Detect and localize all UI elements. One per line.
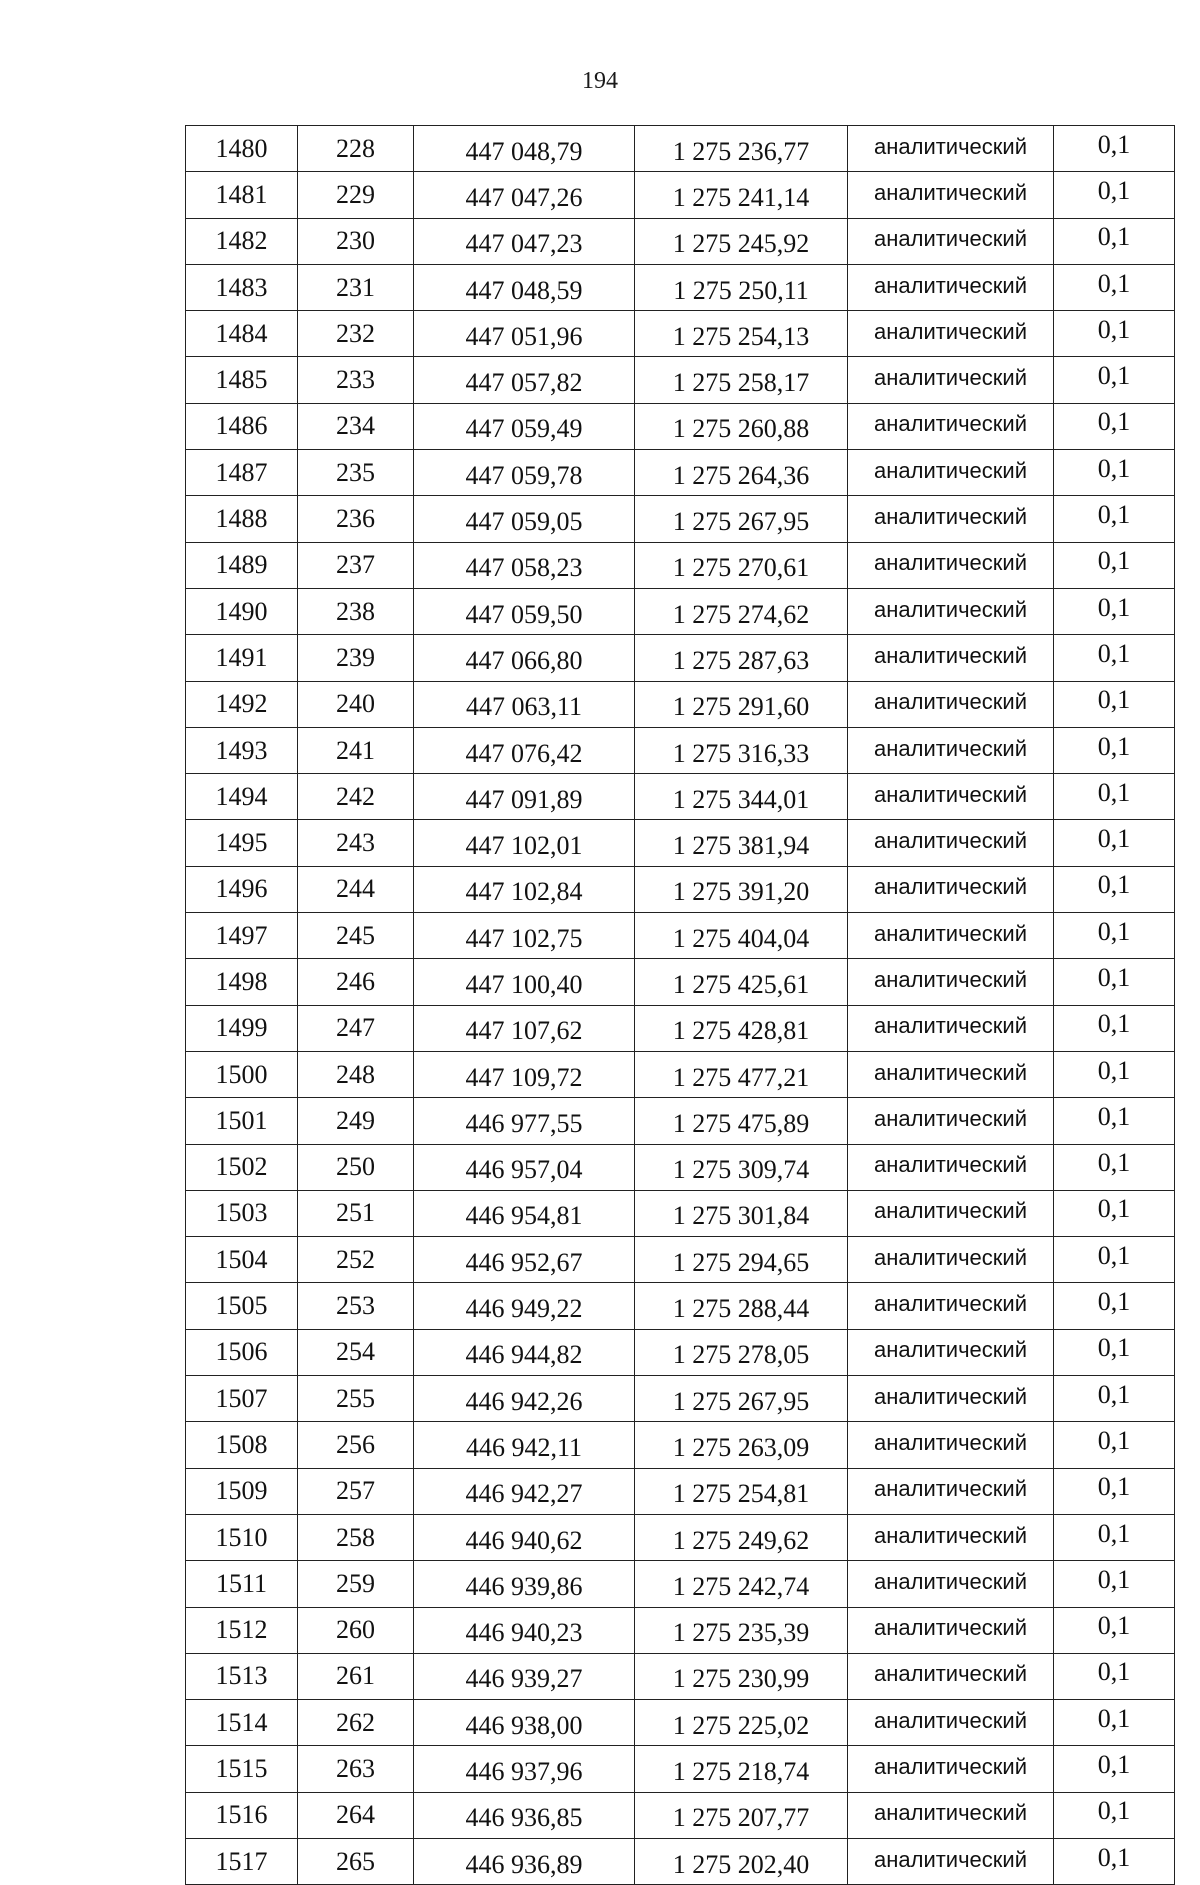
row-number-cell: 1488 — [186, 496, 298, 542]
y-coordinate-cell: 1 275 267,95 — [635, 496, 848, 542]
row-number-cell: 1507 — [186, 1376, 298, 1422]
x-coordinate-cell: 447 091,89 — [414, 774, 635, 820]
row-number-cell: 1501 — [186, 1098, 298, 1144]
y-coordinate-cell: 1 275 254,13 — [635, 311, 848, 357]
method-cell: аналитический — [848, 1607, 1054, 1653]
row-number-cell: 1483 — [186, 264, 298, 310]
y-coordinate-cell: 1 275 291,60 — [635, 681, 848, 727]
row-number-cell: 1515 — [186, 1746, 298, 1792]
y-coordinate-cell: 1 275 344,01 — [635, 774, 848, 820]
row-number-cell: 1512 — [186, 1607, 298, 1653]
y-coordinate-cell: 1 275 254,81 — [635, 1468, 848, 1514]
table-row — [186, 357, 1175, 403]
table-row — [186, 311, 1175, 357]
y-coordinate-cell: 1 275 207,77 — [635, 1792, 848, 1838]
y-coordinate-cell: 1 275 245,92 — [635, 218, 848, 264]
row-number-cell: 1498 — [186, 959, 298, 1005]
coordinates-table — [185, 125, 1175, 1885]
y-coordinate-cell: 1 275 381,94 — [635, 820, 848, 866]
row-number-cell: 1509 — [186, 1468, 298, 1514]
table-row — [186, 820, 1175, 866]
accuracy-cell: 0,1 — [1054, 1005, 1175, 1051]
method-cell: аналитический — [848, 1237, 1054, 1283]
point-number-cell: 231 — [298, 264, 414, 310]
x-coordinate-cell: 447 107,62 — [414, 1005, 635, 1051]
y-coordinate-cell: 1 275 260,88 — [635, 403, 848, 449]
y-coordinate-cell: 1 275 242,74 — [635, 1561, 848, 1607]
accuracy-cell: 0,1 — [1054, 774, 1175, 820]
accuracy-cell: 0,1 — [1054, 1190, 1175, 1236]
y-coordinate-cell: 1 275 235,39 — [635, 1607, 848, 1653]
row-number-cell: 1494 — [186, 774, 298, 820]
y-coordinate-cell: 1 275 309,74 — [635, 1144, 848, 1190]
x-coordinate-cell: 447 047,23 — [414, 218, 635, 264]
table-row — [186, 588, 1175, 634]
row-number-cell: 1481 — [186, 172, 298, 218]
point-number-cell: 260 — [298, 1607, 414, 1653]
accuracy-cell: 0,1 — [1054, 1329, 1175, 1375]
table-row — [186, 1561, 1175, 1607]
row-number-cell: 1495 — [186, 820, 298, 866]
point-number-cell: 244 — [298, 866, 414, 912]
accuracy-cell: 0,1 — [1054, 126, 1175, 172]
table-row — [186, 1144, 1175, 1190]
table-row — [186, 681, 1175, 727]
accuracy-cell: 0,1 — [1054, 1468, 1175, 1514]
accuracy-cell: 0,1 — [1054, 311, 1175, 357]
method-cell: аналитический — [848, 1283, 1054, 1329]
accuracy-cell: 0,1 — [1054, 1514, 1175, 1560]
x-coordinate-cell: 447 059,05 — [414, 496, 635, 542]
accuracy-cell: 0,1 — [1054, 1098, 1175, 1144]
y-coordinate-cell: 1 275 230,99 — [635, 1653, 848, 1699]
row-number-cell: 1499 — [186, 1005, 298, 1051]
table-row — [186, 1746, 1175, 1792]
method-cell: аналитический — [848, 1514, 1054, 1560]
point-number-cell: 239 — [298, 635, 414, 681]
method-cell: аналитический — [848, 1561, 1054, 1607]
point-number-cell: 237 — [298, 542, 414, 588]
table-row — [186, 1653, 1175, 1699]
x-coordinate-cell: 446 939,86 — [414, 1561, 635, 1607]
table-row — [186, 1607, 1175, 1653]
method-cell: аналитический — [848, 1005, 1054, 1051]
method-cell: аналитический — [848, 1376, 1054, 1422]
x-coordinate-cell: 446 957,04 — [414, 1144, 635, 1190]
method-cell: аналитический — [848, 1700, 1054, 1746]
point-number-cell: 249 — [298, 1098, 414, 1144]
x-coordinate-cell: 447 047,26 — [414, 172, 635, 218]
x-coordinate-cell: 447 066,80 — [414, 635, 635, 681]
point-number-cell: 240 — [298, 681, 414, 727]
point-number-cell: 243 — [298, 820, 414, 866]
x-coordinate-cell: 447 057,82 — [414, 357, 635, 403]
row-number-cell: 1504 — [186, 1237, 298, 1283]
method-cell: аналитический — [848, 357, 1054, 403]
point-number-cell: 228 — [298, 126, 414, 172]
table-row — [186, 403, 1175, 449]
point-number-cell: 232 — [298, 311, 414, 357]
method-cell: аналитический — [848, 681, 1054, 727]
row-number-cell: 1517 — [186, 1838, 298, 1884]
accuracy-cell: 0,1 — [1054, 1653, 1175, 1699]
y-coordinate-cell: 1 275 202,40 — [635, 1838, 848, 1884]
method-cell: аналитический — [848, 403, 1054, 449]
accuracy-cell: 0,1 — [1054, 1422, 1175, 1468]
x-coordinate-cell: 447 059,49 — [414, 403, 635, 449]
x-coordinate-cell: 446 949,22 — [414, 1283, 635, 1329]
row-number-cell: 1486 — [186, 403, 298, 449]
table-row — [186, 913, 1175, 959]
point-number-cell: 234 — [298, 403, 414, 449]
method-cell: аналитический — [848, 1653, 1054, 1699]
method-cell: аналитический — [848, 1329, 1054, 1375]
row-number-cell: 1480 — [186, 126, 298, 172]
table-row — [186, 959, 1175, 1005]
y-coordinate-cell: 1 275 218,74 — [635, 1746, 848, 1792]
accuracy-cell: 0,1 — [1054, 635, 1175, 681]
x-coordinate-cell: 447 102,75 — [414, 913, 635, 959]
x-coordinate-cell: 446 942,26 — [414, 1376, 635, 1422]
row-number-cell: 1487 — [186, 450, 298, 496]
point-number-cell: 259 — [298, 1561, 414, 1607]
method-cell: аналитический — [848, 774, 1054, 820]
table-row — [186, 1468, 1175, 1514]
method-cell: аналитический — [848, 496, 1054, 542]
method-cell: аналитический — [848, 1051, 1054, 1097]
table-row — [186, 635, 1175, 681]
table-row — [186, 1051, 1175, 1097]
table-row — [186, 1005, 1175, 1051]
point-number-cell: 264 — [298, 1792, 414, 1838]
table-row — [186, 264, 1175, 310]
table-row — [186, 126, 1175, 172]
row-number-cell: 1500 — [186, 1051, 298, 1097]
accuracy-cell: 0,1 — [1054, 913, 1175, 959]
y-coordinate-cell: 1 275 225,02 — [635, 1700, 848, 1746]
table-row — [186, 774, 1175, 820]
point-number-cell: 258 — [298, 1514, 414, 1560]
y-coordinate-cell: 1 275 236,77 — [635, 126, 848, 172]
method-cell: аналитический — [848, 1422, 1054, 1468]
row-number-cell: 1508 — [186, 1422, 298, 1468]
y-coordinate-cell: 1 275 270,61 — [635, 542, 848, 588]
table-row — [186, 1838, 1175, 1884]
accuracy-cell: 0,1 — [1054, 450, 1175, 496]
y-coordinate-cell: 1 275 294,65 — [635, 1237, 848, 1283]
method-cell: аналитический — [848, 588, 1054, 634]
point-number-cell: 261 — [298, 1653, 414, 1699]
row-number-cell: 1490 — [186, 588, 298, 634]
method-cell: аналитический — [848, 1838, 1054, 1884]
point-number-cell: 250 — [298, 1144, 414, 1190]
x-coordinate-cell: 447 059,50 — [414, 588, 635, 634]
point-number-cell: 255 — [298, 1376, 414, 1422]
x-coordinate-cell: 447 109,72 — [414, 1051, 635, 1097]
x-coordinate-cell: 446 938,00 — [414, 1700, 635, 1746]
coordinates-table-body — [186, 126, 1175, 1885]
row-number-cell: 1514 — [186, 1700, 298, 1746]
x-coordinate-cell: 446 954,81 — [414, 1190, 635, 1236]
point-number-cell: 245 — [298, 913, 414, 959]
y-coordinate-cell: 1 275 475,89 — [635, 1098, 848, 1144]
x-coordinate-cell: 447 076,42 — [414, 727, 635, 773]
table-row — [186, 496, 1175, 542]
accuracy-cell: 0,1 — [1054, 1561, 1175, 1607]
x-coordinate-cell: 446 936,89 — [414, 1838, 635, 1884]
method-cell: аналитический — [848, 450, 1054, 496]
y-coordinate-cell: 1 275 250,11 — [635, 264, 848, 310]
point-number-cell: 251 — [298, 1190, 414, 1236]
row-number-cell: 1506 — [186, 1329, 298, 1375]
x-coordinate-cell: 447 058,23 — [414, 542, 635, 588]
x-coordinate-cell: 446 937,96 — [414, 1746, 635, 1792]
accuracy-cell: 0,1 — [1054, 357, 1175, 403]
method-cell: аналитический — [848, 264, 1054, 310]
row-number-cell: 1513 — [186, 1653, 298, 1699]
x-coordinate-cell: 446 977,55 — [414, 1098, 635, 1144]
point-number-cell: 242 — [298, 774, 414, 820]
accuracy-cell: 0,1 — [1054, 727, 1175, 773]
accuracy-cell: 0,1 — [1054, 542, 1175, 588]
method-cell: аналитический — [848, 820, 1054, 866]
y-coordinate-cell: 1 275 316,33 — [635, 727, 848, 773]
row-number-cell: 1484 — [186, 311, 298, 357]
point-number-cell: 265 — [298, 1838, 414, 1884]
method-cell: аналитический — [848, 866, 1054, 912]
y-coordinate-cell: 1 275 404,04 — [635, 913, 848, 959]
accuracy-cell: 0,1 — [1054, 959, 1175, 1005]
point-number-cell: 238 — [298, 588, 414, 634]
x-coordinate-cell: 446 952,67 — [414, 1237, 635, 1283]
row-number-cell: 1493 — [186, 727, 298, 773]
accuracy-cell: 0,1 — [1054, 172, 1175, 218]
method-cell: аналитический — [848, 1190, 1054, 1236]
row-number-cell: 1505 — [186, 1283, 298, 1329]
method-cell: аналитический — [848, 727, 1054, 773]
method-cell: аналитический — [848, 1468, 1054, 1514]
point-number-cell: 230 — [298, 218, 414, 264]
table-row — [186, 172, 1175, 218]
x-coordinate-cell: 446 936,85 — [414, 1792, 635, 1838]
x-coordinate-cell: 447 051,96 — [414, 311, 635, 357]
y-coordinate-cell: 1 275 263,09 — [635, 1422, 848, 1468]
accuracy-cell: 0,1 — [1054, 1283, 1175, 1329]
y-coordinate-cell: 1 275 425,61 — [635, 959, 848, 1005]
accuracy-cell: 0,1 — [1054, 1376, 1175, 1422]
accuracy-cell: 0,1 — [1054, 1051, 1175, 1097]
method-cell: аналитический — [848, 1098, 1054, 1144]
y-coordinate-cell: 1 275 278,05 — [635, 1329, 848, 1375]
point-number-cell: 229 — [298, 172, 414, 218]
method-cell: аналитический — [848, 542, 1054, 588]
table-row — [186, 542, 1175, 588]
method-cell: аналитический — [848, 913, 1054, 959]
table-row — [186, 218, 1175, 264]
method-cell: аналитический — [848, 1144, 1054, 1190]
accuracy-cell: 0,1 — [1054, 1746, 1175, 1792]
row-number-cell: 1489 — [186, 542, 298, 588]
x-coordinate-cell: 447 102,84 — [414, 866, 635, 912]
y-coordinate-cell: 1 275 241,14 — [635, 172, 848, 218]
method-cell: аналитический — [848, 218, 1054, 264]
method-cell: аналитический — [848, 311, 1054, 357]
table-row — [186, 1376, 1175, 1422]
row-number-cell: 1503 — [186, 1190, 298, 1236]
x-coordinate-cell: 446 942,27 — [414, 1468, 635, 1514]
accuracy-cell: 0,1 — [1054, 1607, 1175, 1653]
method-cell: аналитический — [848, 959, 1054, 1005]
table-row — [186, 1098, 1175, 1144]
point-number-cell: 235 — [298, 450, 414, 496]
point-number-cell: 246 — [298, 959, 414, 1005]
accuracy-cell: 0,1 — [1054, 496, 1175, 542]
point-number-cell: 233 — [298, 357, 414, 403]
method-cell: аналитический — [848, 172, 1054, 218]
x-coordinate-cell: 446 940,62 — [414, 1514, 635, 1560]
y-coordinate-cell: 1 275 264,36 — [635, 450, 848, 496]
accuracy-cell: 0,1 — [1054, 681, 1175, 727]
point-number-cell: 254 — [298, 1329, 414, 1375]
point-number-cell: 262 — [298, 1700, 414, 1746]
x-coordinate-cell: 446 939,27 — [414, 1653, 635, 1699]
accuracy-cell: 0,1 — [1054, 1838, 1175, 1884]
page-number: 194 — [582, 68, 618, 94]
accuracy-cell: 0,1 — [1054, 820, 1175, 866]
y-coordinate-cell: 1 275 267,95 — [635, 1376, 848, 1422]
accuracy-cell: 0,1 — [1054, 403, 1175, 449]
row-number-cell: 1497 — [186, 913, 298, 959]
row-number-cell: 1491 — [186, 635, 298, 681]
x-coordinate-cell: 447 059,78 — [414, 450, 635, 496]
point-number-cell: 252 — [298, 1237, 414, 1283]
y-coordinate-cell: 1 275 428,81 — [635, 1005, 848, 1051]
y-coordinate-cell: 1 275 274,62 — [635, 588, 848, 634]
x-coordinate-cell: 447 063,11 — [414, 681, 635, 727]
y-coordinate-cell: 1 275 391,20 — [635, 866, 848, 912]
table-row — [186, 727, 1175, 773]
method-cell: аналитический — [848, 635, 1054, 681]
table-row — [186, 450, 1175, 496]
table-row — [186, 866, 1175, 912]
y-coordinate-cell: 1 275 477,21 — [635, 1051, 848, 1097]
y-coordinate-cell: 1 275 288,44 — [635, 1283, 848, 1329]
x-coordinate-cell: 447 048,79 — [414, 126, 635, 172]
accuracy-cell: 0,1 — [1054, 1700, 1175, 1746]
point-number-cell: 256 — [298, 1422, 414, 1468]
x-coordinate-cell: 447 048,59 — [414, 264, 635, 310]
row-number-cell: 1492 — [186, 681, 298, 727]
row-number-cell: 1502 — [186, 1144, 298, 1190]
table-row — [186, 1237, 1175, 1283]
row-number-cell: 1510 — [186, 1514, 298, 1560]
accuracy-cell: 0,1 — [1054, 588, 1175, 634]
y-coordinate-cell: 1 275 287,63 — [635, 635, 848, 681]
accuracy-cell: 0,1 — [1054, 1237, 1175, 1283]
method-cell: аналитический — [848, 126, 1054, 172]
method-cell: аналитический — [848, 1746, 1054, 1792]
row-number-cell: 1496 — [186, 866, 298, 912]
table-row — [186, 1700, 1175, 1746]
accuracy-cell: 0,1 — [1054, 1792, 1175, 1838]
table-row — [186, 1514, 1175, 1560]
y-coordinate-cell: 1 275 258,17 — [635, 357, 848, 403]
point-number-cell: 247 — [298, 1005, 414, 1051]
point-number-cell: 257 — [298, 1468, 414, 1514]
point-number-cell: 241 — [298, 727, 414, 773]
accuracy-cell: 0,1 — [1054, 1144, 1175, 1190]
y-coordinate-cell: 1 275 301,84 — [635, 1190, 848, 1236]
point-number-cell: 263 — [298, 1746, 414, 1792]
table-row — [186, 1329, 1175, 1375]
table-row — [186, 1792, 1175, 1838]
point-number-cell: 248 — [298, 1051, 414, 1097]
row-number-cell: 1516 — [186, 1792, 298, 1838]
point-number-cell: 236 — [298, 496, 414, 542]
row-number-cell: 1482 — [186, 218, 298, 264]
x-coordinate-cell: 446 944,82 — [414, 1329, 635, 1375]
y-coordinate-cell: 1 275 249,62 — [635, 1514, 848, 1560]
row-number-cell: 1485 — [186, 357, 298, 403]
table-row — [186, 1422, 1175, 1468]
x-coordinate-cell: 446 940,23 — [414, 1607, 635, 1653]
x-coordinate-cell: 447 102,01 — [414, 820, 635, 866]
table-row — [186, 1283, 1175, 1329]
accuracy-cell: 0,1 — [1054, 866, 1175, 912]
accuracy-cell: 0,1 — [1054, 218, 1175, 264]
method-cell: аналитический — [848, 1792, 1054, 1838]
x-coordinate-cell: 447 100,40 — [414, 959, 635, 1005]
accuracy-cell: 0,1 — [1054, 264, 1175, 310]
point-number-cell: 253 — [298, 1283, 414, 1329]
row-number-cell: 1511 — [186, 1561, 298, 1607]
x-coordinate-cell: 446 942,11 — [414, 1422, 635, 1468]
table-row — [186, 1190, 1175, 1236]
